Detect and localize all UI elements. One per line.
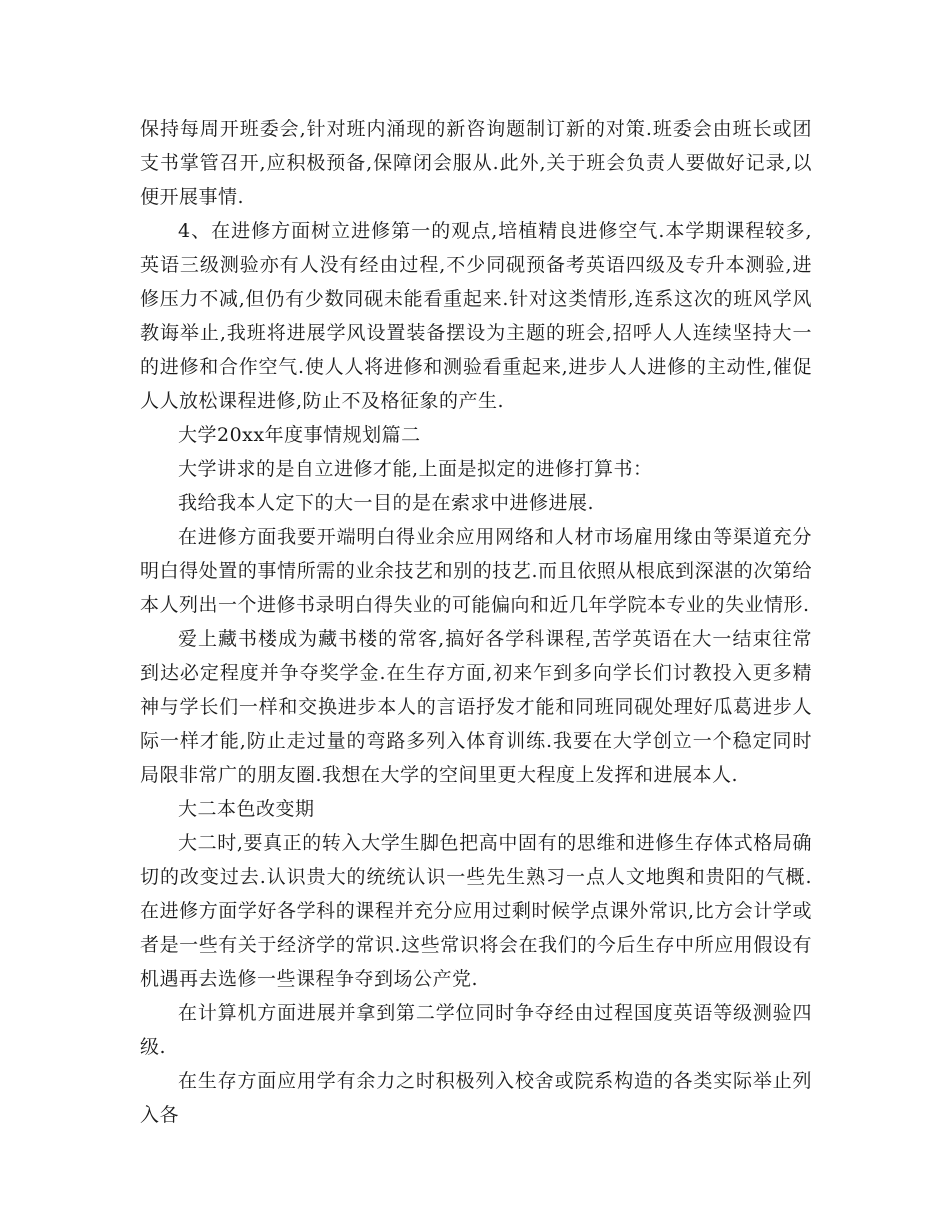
paragraph-freshman-goal: 我给我本人定下的大一目的是在索求中进修进展.: [178, 492, 595, 514]
paragraph-life-activities: 在生存方面应用学有余力之时积极列入校舍或院系构造的各类实际举止列入各: [140, 1070, 812, 1126]
section-heading-sophomore: 大二本色改变期: [178, 798, 315, 820]
section-heading-plan-two: 大学20xx年度事情规划篇二: [178, 424, 421, 446]
paragraph-class-committee: 保持每周开班委会,针对班内涌现的新咨询题制订新的对策.班委会由班长或团支书掌管召开,应积极预备,保障闭会服从.此外,关于班会负责人要做好记录,以便开展事情.: [140, 118, 812, 208]
document-body: [140, 112, 812, 1132]
paragraph-intro: 大学讲求的是自立进修才能,上面是拟定的进修打算书：: [178, 458, 653, 480]
paragraph-study-plan: 在进修方面我要开端明白得业余应用网络和人材市场雇用缘由等渠道充分明白得处置的事情所需的业余技艺和别的技艺.而且依照从根底到深湛的次第给本人列出一个进修书录明白得失业的可能偏向和近几年学院本专业的失业情形.: [140, 526, 812, 616]
paragraph-sophomore-change: 大二时,要真正的转入大学生脚色把高中固有的思维和进修生存体式格局确切的改变过去.认识贵大的统统认识一些先生熟习一点人文地舆和贵阳的气概.在进修方面学好各学科的课程并充分应用过剩时候学点课外常识,比方会计学或者是一些有关于经济学的常识.这些常识将会在我们的今后生存中所应用假设有机遇再去选修一些课程争夺到场公产党.: [140, 832, 812, 990]
paragraph-study-section-4: 4、在进修方面树立进修第一的观点,培植精良进修空气.本学期课程较多,英语三级测验亦有人没有经由过程,不少同砚预备考英语四级及专升本测验,进修压力不减,但仍有少数同砚未能看重起来.针对这类情形,连系这次的班风学风教诲举止,我班将进展学风设置装备摆设为主题的班会,招呼人人连续坚持大一的进修和合作空气.使人人将进修和测验看重起来,进步人人进修的主动性,催促人人放松课程进修,防止不及格征象的产生.: [140, 220, 812, 412]
paragraph-library-life: 爱上藏书楼成为藏书楼的常客,搞好各学科课程,苦学英语在大一结束往常到达必定程度并争夺奖学金.在生存方面,初来乍到多向学长们讨教投入更多精神与学长们一样和交换进步本人的言语抒发才能和同班同砚处理好瓜葛进步人际一样才能,防止走过量的弯路多列入体育训练.我要在大学创立一个稳定同时局限非常广的朋友圈.我想在大学的空间里更大程度上发挥和进展本人.: [140, 628, 812, 786]
paragraph-computer-degree: 在计算机方面进展并拿到第二学位同时争夺经由过程国度英语等级测验四级.: [140, 1002, 812, 1058]
